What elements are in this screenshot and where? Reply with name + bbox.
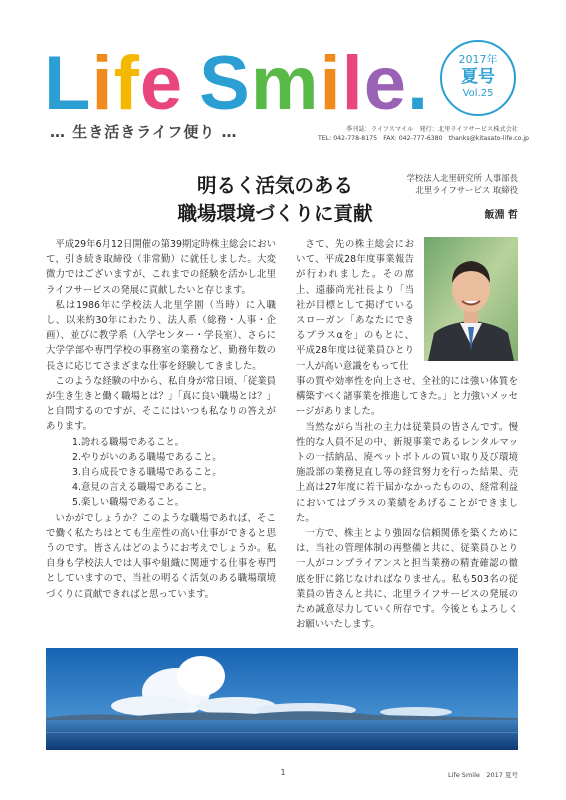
issue-badge <box>440 40 516 116</box>
paragraph: 平成29年6月12日開催の第39期定時株主総会において、引き続き取締役（非常勤）に就任しました。大変微力ではございますが、これまでの経験を活かし北里ライフサービスの発展に貢献したいと存じます。 <box>46 239 276 296</box>
logo-letter: i <box>319 41 342 126</box>
paragraph: 私は1986年に学校法人北里学園（当時）に入職し、以来約30年にわたり、法人系（総務・人事・企画）、並びに教学系（入学センター・学長室）、さらに大学学部や専門学校の事務室の業務など、勤務年数の長さに応じてさまざまな仕事を経験してきました。 <box>46 299 276 372</box>
list-item: 1.誇れる職場であること。 <box>72 436 185 448</box>
issue-year: 2017年 <box>458 53 498 66</box>
author-portrait <box>424 237 518 361</box>
author-org-line: 学校法人北里研究所 人事部長 <box>406 173 518 183</box>
author-affiliation <box>392 172 518 196</box>
list-item: 4.意見の言える職場であること。 <box>72 482 213 494</box>
headline <box>150 172 400 228</box>
logo-letter: l <box>341 41 364 126</box>
paragraph: このような経験の中から、私自身が常日頃、「従業員が生き生きと働く職場とは？」「真に良い職場とは？」と自問するのですが、そこにはいつも私なりの答えがあります。 <box>46 375 276 433</box>
logo-letter: S <box>199 41 251 126</box>
paragraph: 一方で、株主とより強固な信頼関係を築くためには、当社の管理体制の再整備と共に、従業員ひとり一人がコンプライアンスと担当業務の精査確認の徹底を肝に銘じなければなりません。私も503名の従業員の皆さんと共に、北里ライフサービスの発展のため誠意尽力していく所存です。今後ともよろしくお願いいたします。 <box>296 528 518 631</box>
logo <box>44 41 430 126</box>
issue-season: 夏号 <box>461 67 495 87</box>
headline-line: 明るく活気のある <box>196 174 353 197</box>
article-column-left <box>46 237 276 602</box>
logo-letter: f <box>113 41 140 126</box>
paragraph: 当然ながら当社の主力は従業員の皆さんです。慢性的な人員不足の中、新規事業であるレンタルマットの一括納品、廃ペットボトルの買い取り及び環境施設部の業務見直し等の経営努力を行った結果、売上高は27年度に若干届かなかったものの、経常利益においてはプラスの業績をあげることができました。 <box>296 421 518 524</box>
contact-line: TEL: 042-778-8175 FAX: 042-777-6380 thanks@kitasato-life.co.jp <box>318 135 529 142</box>
workplace-list <box>46 435 276 511</box>
paragraph: さて、先の株主総会において、平成28年度事業報告が行われました。その席上、遠藤尚光社長より「当社が目標として掲げているスローガン「あなたにできるプラスαを」のもとに、平成28年度は従業員ひとり一人が高い意識をもって仕 <box>296 239 414 372</box>
logo-letter: i <box>91 41 114 126</box>
logo-letter: e <box>139 41 184 126</box>
article-column-right-top <box>296 237 414 374</box>
author-org-line: 北里ライフサービス 取締役 <box>415 185 518 195</box>
page-number: 1 <box>280 768 286 777</box>
logo-letter: . <box>406 41 430 126</box>
headline-line: 職場環境づくりに貢献 <box>177 202 373 225</box>
article-column-right <box>296 374 518 632</box>
logo-letter: m <box>250 41 320 126</box>
logo-letter: e <box>363 41 407 126</box>
logo-letter: L <box>44 41 92 126</box>
publisher-info <box>318 125 529 143</box>
list-item: 3.自ら成長できる職場であること。 <box>72 467 222 479</box>
paragraph: いかがでしょうか？このような職場であれば、そこで働く私たちはとても生産性の高い仕事ができると思うのです。皆さんはどのようにお考えでしょうか。私自身も学校法人では人事や組織に関連する仕事を専門としていますので、当社の明るく活気のある職場環境づくりに貢献できればと思っています。 <box>46 512 276 600</box>
issue-volume: Vol.25 <box>462 88 494 99</box>
footer-issue: Life Smile 2017 夏号 <box>448 771 518 779</box>
paragraph-continuation: 事の質や効率性を向上させ、全社的には強い体質を構築すべく諸事業を推進してきた。」と力強いメッセージがありました。 <box>296 376 518 418</box>
seascape-photo <box>46 648 518 750</box>
author-name: 飯淵 哲 <box>484 210 518 221</box>
list-item: 2.やりがいのある職場であること。 <box>72 451 222 463</box>
tagline: … 生き活きライフ便り … <box>50 123 238 141</box>
list-item: 5.楽しい職場であること。 <box>72 497 185 509</box>
publisher-line: 季刊誌：ライフスマイル 発行：北里ライフサービス株式会社 <box>345 126 518 133</box>
